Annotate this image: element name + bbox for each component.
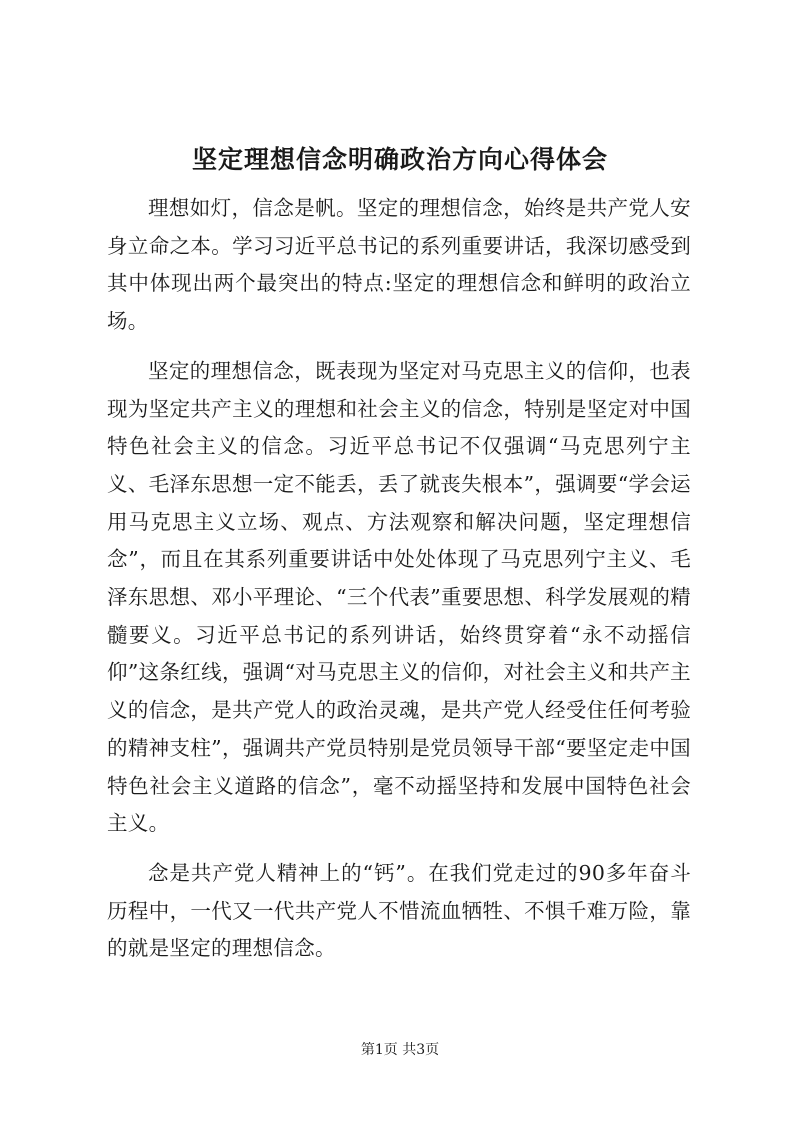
document-body <box>107 190 691 980</box>
document-title: 坚定理想信念明确政治方向心得体会 <box>191 145 608 174</box>
paragraph-1: 理想如灯，信念是帆。坚定的理想信念，始终是共产党人安身立命之本。学习习近平总书记的系列重要讲话，我深切感受到其中体现出两个最突出的特点:坚定的理想信念和鲜明的政治立场。 <box>107 196 691 334</box>
paragraph-2: 坚定的理想信念，既表现为坚定对马克思主义的信仰，也表现为坚定共产主义的理想和社会主义的信念，特别是坚定对中国特色社会主义的信念。习近平总书记不仅强调“马克思列宁主义、毛泽东思想一定不能丢，丢了就丧失根本”，强调要“学会运用马克思主义立场、观点、方法观察和解决问题，坚定理想信念”，而且在其系列重要讲话中处处体现了马克思列宁主义、毛泽东思想、邓小平理论、“三个代表”重要思想、科学发展观的精髓要义。习近平总书记的系列讲话，始终贯穿着“永不动摇信仰”这条红线，强调“对马克思主义的信仰，对社会主义和共产主义的信念，是共产党人的政治灵魂，是共产党人经受住任何考验的精神支柱”，强调共产党员特别是党员领导干部“要坚定走中国特色社会主义道路的信念”，毫不动摇坚持和发展中国特色社会主义。 <box>107 358 691 836</box>
page-number-footer: 第1页 共3页 <box>360 1042 440 1058</box>
paragraph-3: 念是共产党人精神上的“钙”。在我们党走过的90多年奋斗历程中，一代又一代共产党人不惜流血牺牲、不惧千难万险，靠的就是坚定的理想信念。 <box>107 860 691 961</box>
